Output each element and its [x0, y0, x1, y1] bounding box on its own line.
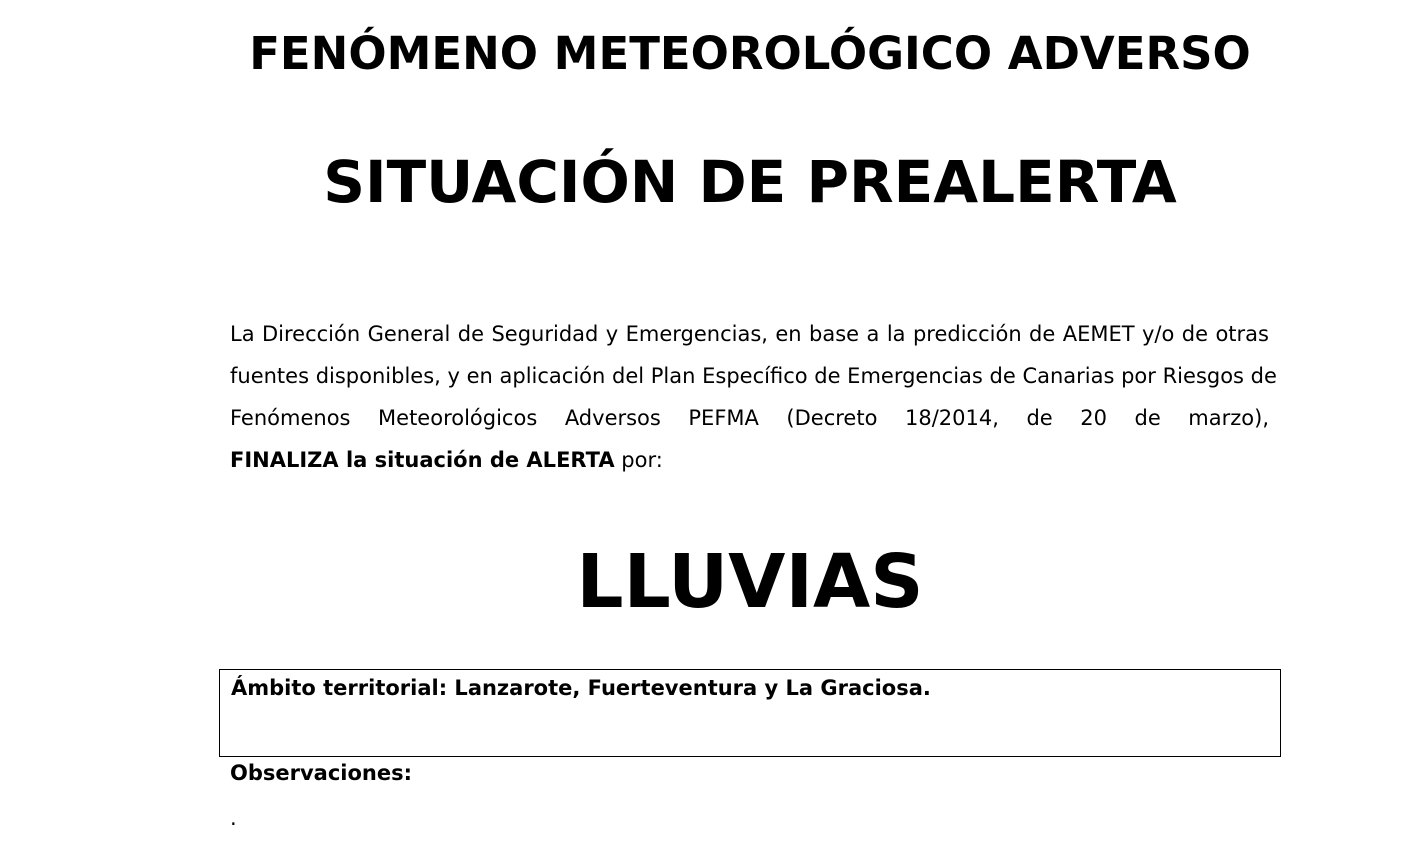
- body-line-4: [230, 439, 1269, 481]
- territorial-scope-box: [219, 669, 1281, 757]
- observations-value: .: [230, 806, 237, 830]
- body-line-2: fuentes disponibles, y en aplicación del Plan Específico de Emergencias de Canarias por Riesgos de: [230, 364, 1277, 388]
- document-title: FENÓMENO METEOROLÓGICO ADVERSO: [249, 27, 1251, 80]
- territorial-scope-text: Ámbito territorial: Lanzarote, Fuerteventura y La Graciosa.: [231, 676, 931, 700]
- por-text: por:: [621, 448, 663, 472]
- situation-heading: SITUACIÓN DE PREALERTA: [323, 148, 1177, 216]
- phenomenon-heading: LLUVIAS: [576, 539, 924, 625]
- body-paragraph: [230, 313, 1277, 481]
- body-line-3: Fenómenos Meteorológicos Adversos PEFMA (Decreto 18/2014, de 20 de marzo),: [230, 406, 1269, 430]
- finaliza-statement: FINALIZA la situación de ALERTA: [230, 448, 615, 472]
- body-line-1: La Dirección General de Seguridad y Emergencias, en base a la predicción de AEMET y/o de otras: [230, 322, 1269, 346]
- observations-label: Observaciones:: [230, 761, 413, 785]
